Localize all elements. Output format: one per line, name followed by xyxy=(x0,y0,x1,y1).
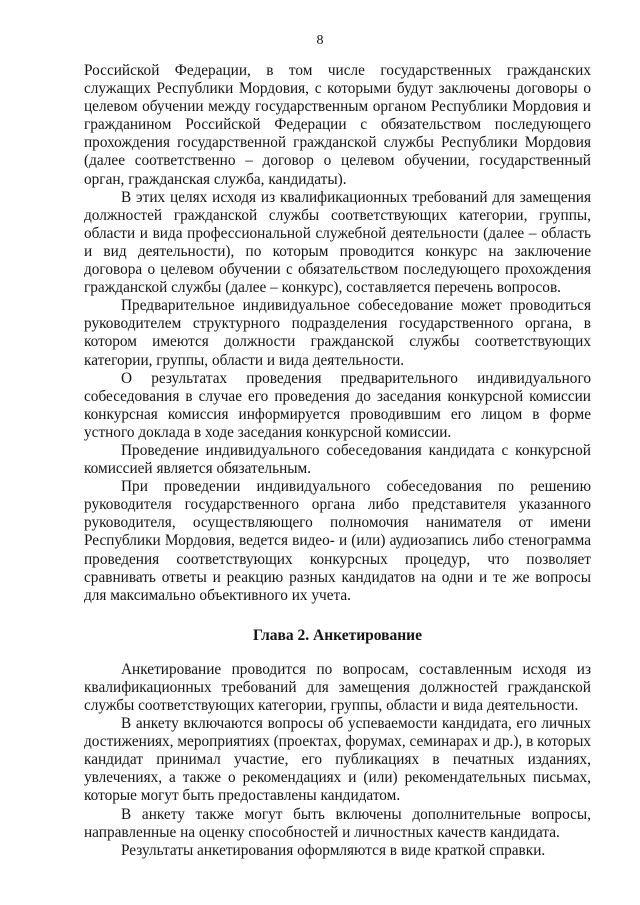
paragraph-interview-results: О результатах проведения предварительного индивидуального собеседования в случае его проведения до заседания конкурсной комиссии конкурсная комиссия информируется проводившим его лицом в форме устного доклада в ходе заседания конкурсной комиссии. xyxy=(84,369,591,441)
paragraph-mandatory-interview: Проведение индивидуального собеседования кандидата с конкурсной комиссией является обязательным. xyxy=(84,441,591,478)
paragraph-additional-questions: В анкету также могут быть включены дополнительные вопросы, направленные на оценку способностей и личностных качеств кандидата. xyxy=(84,805,591,841)
paragraph-preliminary-interview: Предварительное индивидуальное собеседование может проводиться руководителем структурного подразделения государственного органа, в котором имеются должности гражданской службы соответствующих категории, группы, области и вида деятельности. xyxy=(84,297,591,369)
page-number: 8 xyxy=(316,33,324,48)
paragraph-recording: При проведении индивидуального собеседования по решению руководителя государственного органа либо представителя указанного руководителя, осуществляющего полномочия нанимателя от имени Республики Мордовия, ведется видео- и (или) аудиозапись либо стенограмма проведения соответствующих конкурсных процедур, что позволяет сравнивать ответы и реакцию разных кандидатов на одни и те же вопросы для максимально объективного их учета. xyxy=(84,478,591,604)
document-body xyxy=(84,62,591,860)
paragraph-continuation: Российской Федерации, в том числе государственных гражданских служащих Республики Мордовия, с которыми будут заключены договоры о целевом обучении между государственным органом Республики Мордовия и гражданином Российской Федерации с обязательством последующего прохождения государственной гражданской службы Республики Мордовия (далее соответственно – договор о целевом обучении, государственный орган, гражданская служба, кандидаты). xyxy=(84,62,591,188)
paragraph-question-list: В этих целях исходя из квалификационных требований для замещения должностей гражданской службы соответствующих категории, группы, области и вида профессиональной служебной деятельности (далее – область и вид деятельности), по которым проводится конкурс на заключение договора о целевом обучении с обязательством последующего прохождения гражданской службы (далее – конкурс), составляется перечень вопросов. xyxy=(84,188,591,297)
chapter-2-heading: Глава 2. Анкетирование xyxy=(253,626,422,644)
paragraph-questionnaire-content: В анкету включаются вопросы об успеваемости кандидата, его личных достижениях, мероприятиях (проектах, форумах, семинарах и др.), в которых кандидат принимал участие, его публикациях в печатных изданиях, увлечениях, а также о рекомендациях и (или) рекомендательных письмах, которые могут быть предоставлены кандидатом. xyxy=(84,715,591,805)
paragraph-questionnaire-results: Результаты анкетирования оформляются в виде краткой справки. xyxy=(121,841,546,859)
paragraph-questionnaire-basis: Анкетирование проводится по вопросам, составленным исходя из квалификационных требований для замещения должностей гражданской службы соответствующих категории, группы, области и вида деятельности. xyxy=(84,660,591,714)
